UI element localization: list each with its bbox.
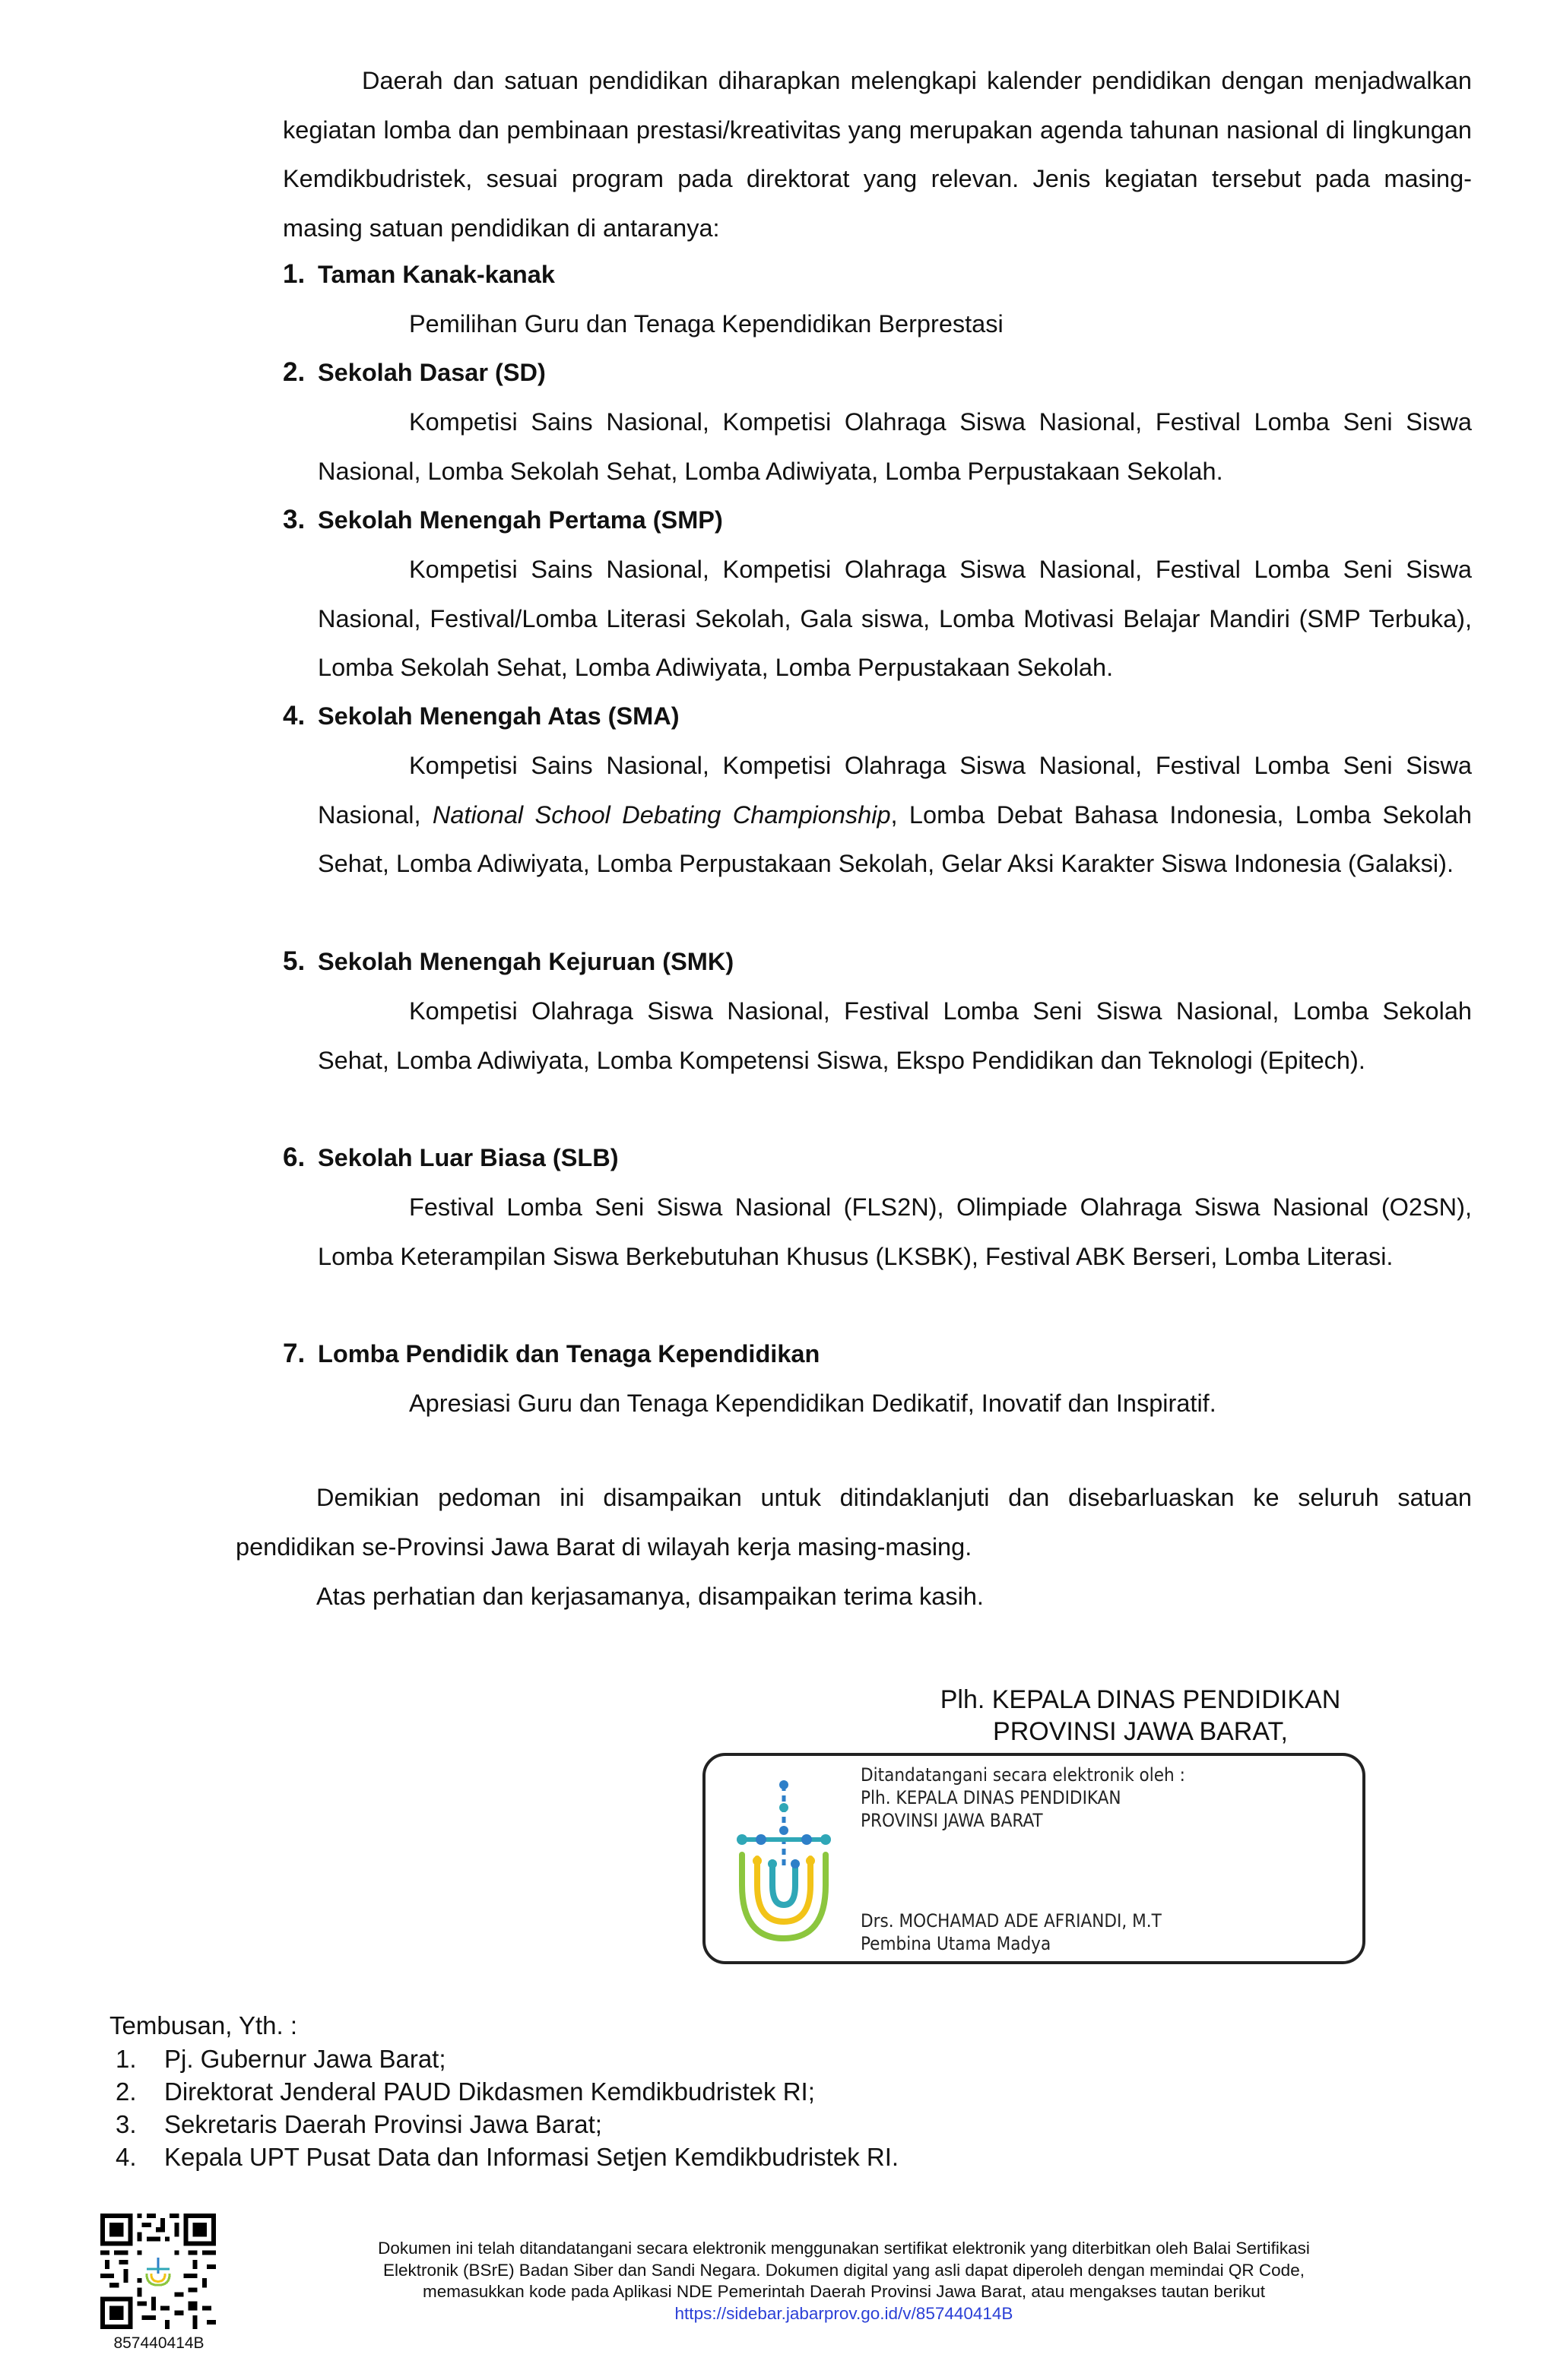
list-text: Direktorat Jenderal PAUD Dikdasmen Kemdikbudristek RI; <box>164 2077 815 2106</box>
verification-link[interactable]: https://sidebar.jabarprov.go.id/v/857440414B <box>674 2303 1013 2323</box>
section-heading-5 <box>283 937 734 986</box>
section-number: 1. <box>283 259 306 289</box>
section-body-text: Kompetisi Sains Nasional, Kompetisi Olahraga Siswa Nasional, Festival Lomba Seni Siswa Nasional, <box>318 752 1472 829</box>
section-title: Sekolah Menengah Pertama (SMP) <box>318 506 723 534</box>
signature-statement: Ditandatangani secara elektronik oleh : <box>861 1764 1185 1786</box>
signatory-name: Drs. MOCHAMAD ADE AFRIANDI, M.T <box>861 1910 1162 1932</box>
footer-line: Elektronik (BSrE) Badan Siber dan Sandi Negara. Dokumen digital yang asli dapat diperoleh dengan memindai QR Code, <box>383 2260 1305 2280</box>
section-title: Sekolah Luar Biasa (SLB) <box>318 1144 619 1171</box>
list-number: 4. <box>116 2143 137 2171</box>
section-body-2: Kompetisi Sains Nasional, Kompetisi Olahraga Siswa Nasional, Festival Lomba Seni Siswa Nasional, Lomba Sekolah Sehat, Lomba Adiwiyata, Lomba Perpustakaan Sekolah. <box>318 408 1472 485</box>
list-item <box>116 2141 899 2173</box>
section-number: 7. <box>283 1339 306 1368</box>
bsre-logo-icon <box>727 1779 841 1947</box>
section-number: 2. <box>283 357 306 387</box>
list-text: Sekretaris Daerah Provinsi Jawa Barat; <box>164 2110 602 2138</box>
cc-list <box>116 2042 899 2173</box>
section-title: Sekolah Menengah Atas (SMA) <box>318 702 680 730</box>
section-heading-2 <box>283 348 546 397</box>
signature-position-line1: Plh. KEPALA DINAS PENDIDIKAN <box>861 1787 1121 1808</box>
section-body-5: Kompetisi Olahraga Siswa Nasional, Festival Lomba Seni Siswa Nasional, Lomba Sekolah Sehat, Lomba Adiwiyata, Lomba Kompetensi Siswa, Ekspo Pendidikan dan Teknologi (Epitech). <box>318 997 1472 1074</box>
list-item <box>116 2075 899 2108</box>
signatory-title-line1: Plh. KEPALA DINAS PENDIDIKAN <box>940 1685 1341 1714</box>
list-item <box>116 2042 899 2075</box>
section-title: Taman Kanak-kanak <box>318 261 555 288</box>
section-body-italic: National School Debating Championship <box>432 800 891 829</box>
thanks-paragraph: Atas perhatian dan kerjasamanya, disampaikan terima kasih. <box>316 1583 984 1610</box>
list-number: 2. <box>116 2077 137 2106</box>
section-body-3: Kompetisi Sains Nasional, Kompetisi Olahraga Siswa Nasional, Festival Lomba Seni Siswa Nasional, Festival/Lomba Literasi Sekolah, Gala siswa, Lomba Motivasi Belajar Mandiri (SMP Terbuka), Lomba Sekolah Sehat, Lomba Adiwiyata, Lomba Perpustakaan Sekolah. <box>318 556 1472 681</box>
section-body-6: Festival Lomba Seni Siswa Nasional (FLS2N), Olimpiade Olahraga Siswa Nasional (O2SN), Lomba Keterampilan Siswa Berkebutuhan Khusus (LKSBK), Festival ABK Berseri, Lomba Literasi. <box>318 1193 1472 1270</box>
list-item <box>116 2108 899 2141</box>
section-number: 4. <box>283 701 306 730</box>
section-heading-1 <box>283 250 555 299</box>
list-number: 3. <box>116 2110 137 2138</box>
section-number: 6. <box>283 1142 306 1172</box>
footer-note <box>258 2238 1429 2325</box>
footer-line: memasukkan kode pada Aplikasi NDE Pemerintah Daerah Provinsi Jawa Barat, atau mengakses tautan berikut <box>422 2282 1266 2301</box>
list-text: Kepala UPT Pusat Data dan Informasi Setjen Kemdikbudristek RI. <box>164 2143 899 2171</box>
closing-paragraph: Demikian pedoman ini disampaikan untuk ditindaklanjuti dan disebarluaskan ke seluruh satuan pendidikan se-Provinsi Jawa Barat di wilayah kerja masing-masing. <box>236 1484 1472 1561</box>
qr-code-icon[interactable] <box>100 2214 216 2329</box>
signatory-title-line2: PROVINSI JAWA BARAT, <box>993 1717 1288 1746</box>
section-title: Sekolah Menengah Kejuruan (SMK) <box>318 948 734 975</box>
section-heading-7 <box>283 1329 820 1378</box>
list-text: Pj. Gubernur Jawa Barat; <box>164 2045 446 2073</box>
intro-paragraph: Daerah dan satuan pendidikan diharapkan melengkapi kalender pendidikan dengan menjadwalkan kegiatan lomba dan pembinaan prestasi/kreativitas yang merupakan agenda tahunan nasional di lingkungan Kemdikbudristek, sesuai program pada direktorat yang relevan. Jenis kegiatan tersebut pada masing-masing satuan pendidikan di antaranya: <box>283 67 1472 242</box>
signature-position-line2: PROVINSI JAWA BARAT <box>861 1810 1043 1831</box>
section-body-text: , Lomba Debat Bahasa Indonesia, Lomba Sekolah Sehat, Lomba Adiwiyata, Lomba Perpustakaan Sekolah, Gelar Aksi Karakter Siswa Indonesia (Galaksi). <box>318 800 1472 877</box>
list-number: 1. <box>116 2045 137 2073</box>
section-body-4 <box>318 741 1472 889</box>
section-body-7: Apresiasi Guru dan Tenaga Kependidikan Dedikatif, Inovatif dan Inspiratif. <box>409 1390 1216 1417</box>
footer-line: Dokumen ini telah ditandatangani secara elektronik menggunakan sertifikat elektronik yang diterbitkan oleh Balai Sertifikasi <box>378 2239 1310 2258</box>
electronic-signature-box <box>702 1753 1365 1964</box>
section-title: Lomba Pendidik dan Tenaga Kependidikan <box>318 1340 820 1367</box>
section-heading-3 <box>283 496 723 544</box>
cc-title: Tembusan, Yth. : <box>109 2011 298 2039</box>
document-code: 857440414B <box>113 2334 205 2352</box>
section-number: 3. <box>283 505 306 534</box>
section-heading-4 <box>283 692 680 740</box>
section-body-1: Pemilihan Guru dan Tenaga Kependidikan Berprestasi <box>409 310 1004 338</box>
section-title: Sekolah Dasar (SD) <box>318 359 546 386</box>
section-heading-6 <box>283 1133 619 1182</box>
section-number: 5. <box>283 946 306 976</box>
signatory-rank: Pembina Utama Madya <box>861 1933 1051 1954</box>
